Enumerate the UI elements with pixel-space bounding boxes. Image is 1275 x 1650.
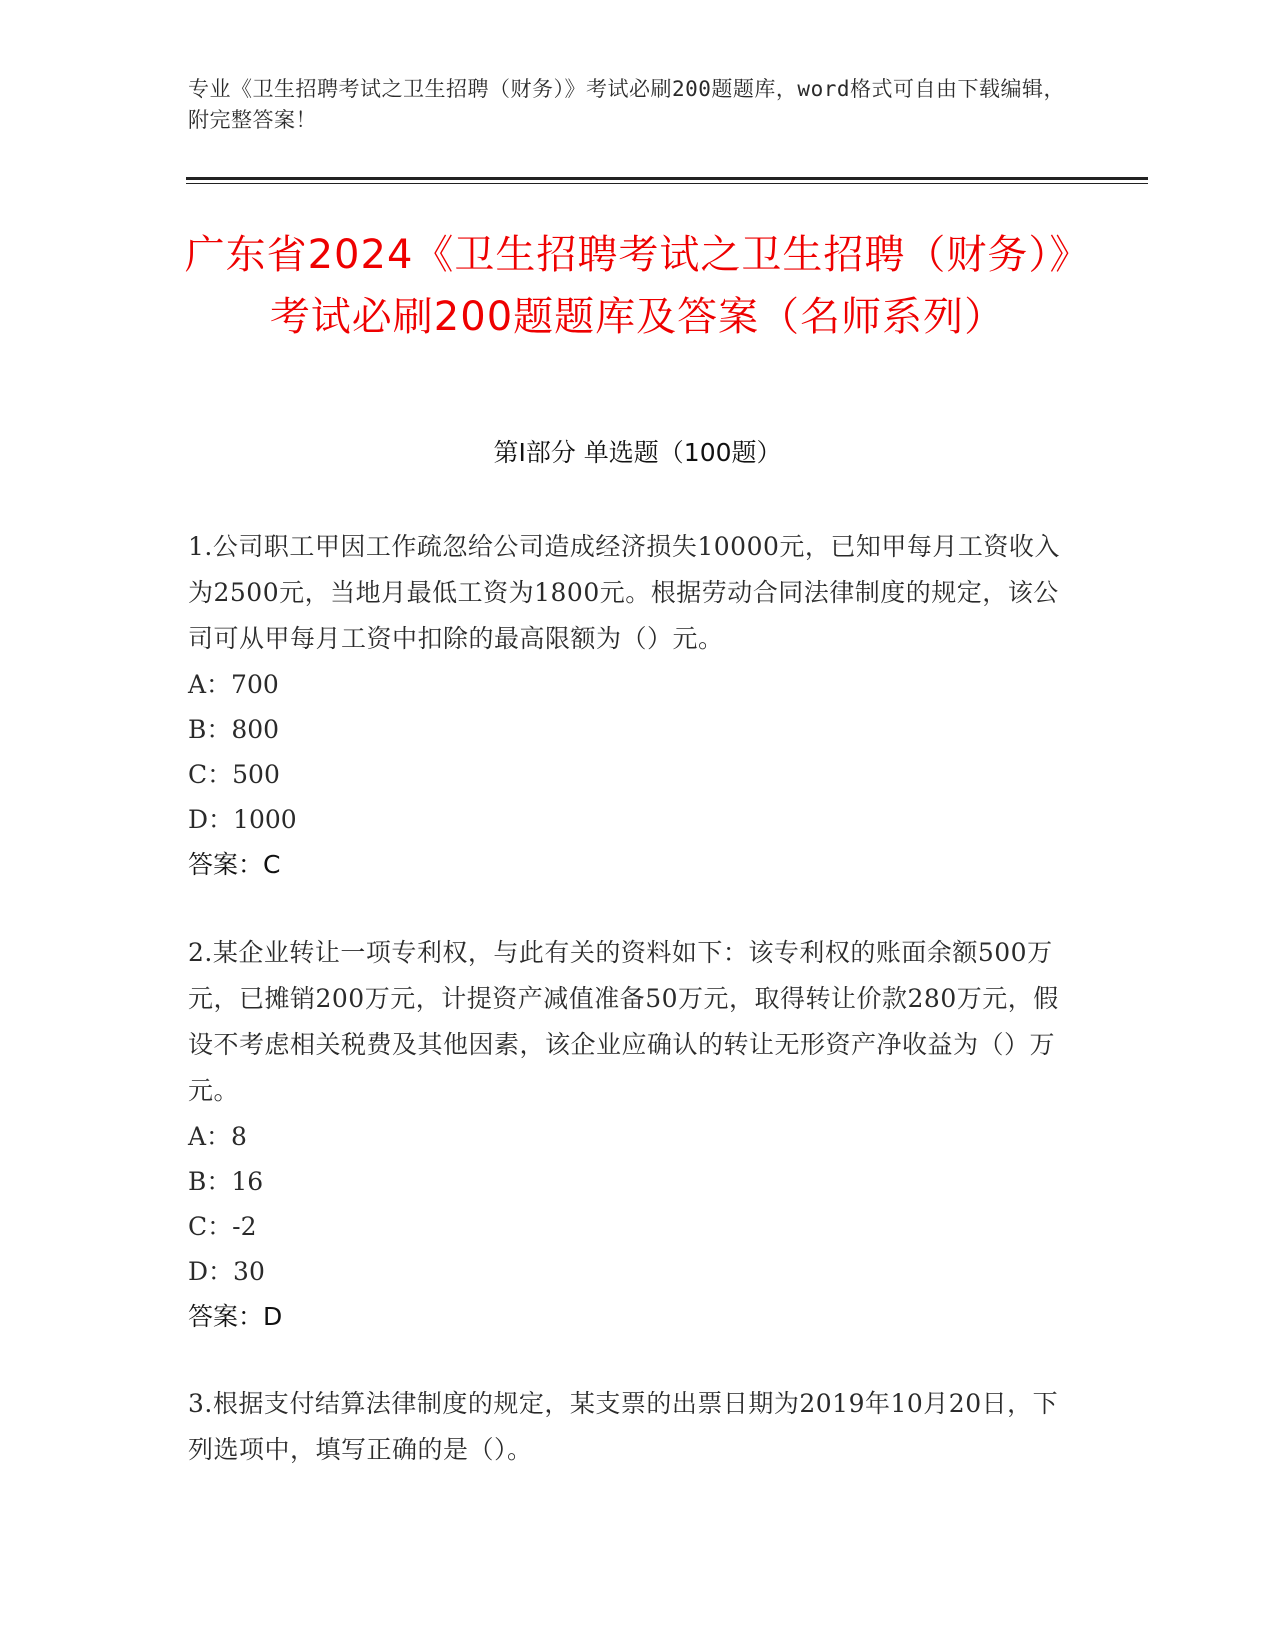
option-a: A：8 bbox=[188, 1122, 247, 1151]
header-divider-thin bbox=[186, 183, 1148, 184]
option-c: C：500 bbox=[188, 760, 280, 789]
option-d: D：30 bbox=[188, 1257, 265, 1286]
answer-label: 答案： bbox=[188, 1302, 264, 1331]
option-b: B：16 bbox=[188, 1167, 264, 1196]
option-c: C：-2 bbox=[188, 1212, 257, 1241]
question-1 bbox=[188, 524, 1068, 888]
answer-value: C bbox=[263, 850, 281, 879]
answer-line bbox=[188, 1294, 1068, 1340]
answer-value: D bbox=[263, 1302, 283, 1331]
answer-line bbox=[188, 842, 1068, 888]
header-divider bbox=[186, 177, 1148, 180]
question-stem: 2.某企业转让一项专利权，与此有关的资料如下：该专利权的账面余额500万元，已摊销200万元，计提资产减值准备50万元，取得转让价款280万元，假设不考虑相关税费及其他因素，该企业应确认的转让无形资产净收益为（）万元。 bbox=[188, 938, 1059, 1105]
question-stem: 1.公司职工甲因工作疏忽给公司造成经济损失10000元，已知甲每月工资收入为2500元，当地月最低工资为1800元。根据劳动合同法律制度的规定，该公司可从甲每月工资中扣除的最高限额为（）元。 bbox=[188, 532, 1060, 653]
option-b: B：800 bbox=[188, 715, 280, 744]
option-a: A：700 bbox=[188, 670, 279, 699]
answer-label: 答案： bbox=[188, 850, 264, 879]
header-note: 专业《卫生招聘考试之卫生招聘（财务）》考试必刷200题题库，word格式可自由下载编辑，附完整答案！ bbox=[188, 77, 1065, 132]
document-title: 广东省2024《卫生招聘考试之卫生招聘（财务）》考试必刷200题题库及答案（名师系列） bbox=[184, 232, 1091, 340]
question-2 bbox=[188, 930, 1068, 1340]
option-d: D：1000 bbox=[188, 805, 297, 834]
question-stem: 3.根据支付结算法律制度的规定，某支票的出票日期为2019年10月20日，下列选项中，填写正确的是（）。 bbox=[188, 1389, 1059, 1464]
section-heading: 第I部分 单选题（100题） bbox=[493, 438, 782, 467]
question-3 bbox=[188, 1381, 1068, 1473]
